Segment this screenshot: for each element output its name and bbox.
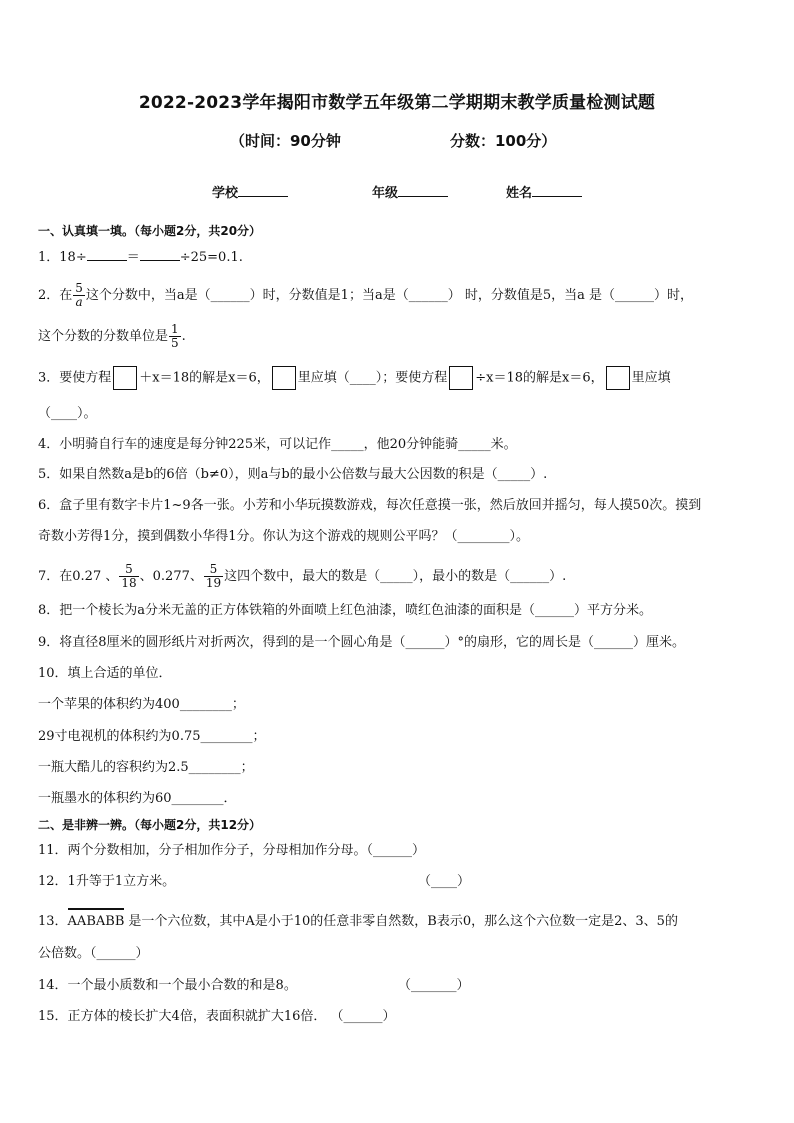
q7-fraction-1 xyxy=(119,563,138,590)
q2-frac2-num: 1 xyxy=(171,322,179,336)
school-blank[interactable] xyxy=(238,196,288,197)
q12-answer: （____） xyxy=(418,874,471,889)
q10-item-3: 一瓶大酷儿的容积约为2.5________； xyxy=(38,760,254,775)
question-3-cont: （____）。 xyxy=(38,406,97,421)
q3-text-d: ÷x＝18的解是x＝6， xyxy=(475,370,604,386)
q2-text-a: 2．在 xyxy=(38,288,73,303)
question-3 xyxy=(38,366,671,390)
question-6: 6．盒子里有数字卡片1~9各一张。小芳和小华玩摸数游戏，每次任意摸一张，然后放回并摇匀，每人摸50次。摸到 xyxy=(38,498,702,513)
q2-fraction xyxy=(73,282,85,309)
q7-frac1-den: 18 xyxy=(121,576,137,590)
question-13-cont: 公倍数。（______） xyxy=(38,946,149,961)
q3-text-e: 里应填 xyxy=(631,370,671,386)
name-field xyxy=(506,182,582,201)
q13-number: AABABB xyxy=(68,908,125,932)
q14-text: 14．一个最小质数和一个最小合数的和是8。 xyxy=(38,978,297,993)
q2-frac-num: 5 xyxy=(75,281,83,295)
q1-blank-1[interactable] xyxy=(87,260,127,261)
school-label: 学校 xyxy=(212,186,239,201)
q3-box-3[interactable] xyxy=(449,366,473,390)
page-title: 2022-2023学年揭阳市数学五年级第二学期期末教学质量检测试题 xyxy=(138,93,656,113)
question-8: 8．把一个棱长为a分米无盖的正方体铁箱的外面喷上红色油漆，喷红色油漆的面积是（______）平方分米。 xyxy=(38,603,653,618)
question-5: 5．如果自然数a是b的6倍（b≠0），则a与b的最小公倍数与最大公因数的积是（_____）. xyxy=(38,467,548,482)
q12-text: 12．1升等于1立方米。 xyxy=(38,874,176,889)
q13-text-a: 13． xyxy=(38,914,68,929)
question-9: 9．将直径8厘米的圆形纸片对折两次，得到的是一个圆心角是（______）°的扇形，它的周长是（______）厘米。 xyxy=(38,635,686,650)
question-15: 15．正方体的棱长扩大4倍，表面积就扩大16倍． （______） xyxy=(38,1009,396,1024)
q7-text-c: 这四个数中，最大的数是（_____），最小的数是（______）. xyxy=(224,569,567,584)
question-4: 4．小明骑自行车的速度是每分钟225米，可以记作_____，他20分钟能骑_____米。 xyxy=(38,437,517,452)
question-12 xyxy=(38,872,175,892)
q1-text-a: 1．18÷ xyxy=(38,250,87,265)
name-blank[interactable] xyxy=(532,196,582,197)
q10-item-2: 29寸电视机的体积约为0.75________； xyxy=(38,729,266,744)
question-1 xyxy=(38,248,243,268)
q7-frac2-den: 19 xyxy=(205,576,222,590)
question-6-cont: 奇数小芳得1分，摸到偶数小华得1分。你认为这个游戏的规则公平吗？（________）。 xyxy=(38,529,530,544)
q1-text-c: ÷25=0.1. xyxy=(179,250,243,265)
score-label: 分数：100分） xyxy=(450,132,557,150)
q7-fraction-2 xyxy=(204,563,223,590)
question-13 xyxy=(38,908,678,932)
q2-text-c: 这个分数的分数单位是 xyxy=(38,329,169,344)
q3-text-a: 3．要使方程 xyxy=(38,370,112,386)
q2-text-d: . xyxy=(181,329,186,344)
q2-text-b: 这个分数中，当a是（______）时，分数值是1；当a是（______） 时，分数值是5，当a 是（______）时， xyxy=(85,288,693,303)
section-2-heading: 二、是非辨一辨。（每小题2分，共12分） xyxy=(38,818,262,832)
question-2 xyxy=(38,282,693,309)
q7-text-b: 、0.277、 xyxy=(139,569,203,584)
question-7 xyxy=(38,563,566,590)
q3-text-b: ＋x＝18的解是x＝6， xyxy=(139,370,270,386)
section-1-heading: 一、认真填一填。（每小题2分，共20分） xyxy=(38,224,262,238)
q7-text-a: 7．在0.27 、 xyxy=(38,569,119,584)
grade-label: 年级 xyxy=(372,186,399,201)
q3-text-c: 里应填（____）；要使方程 xyxy=(297,370,448,386)
q1-text-b: ＝ xyxy=(126,250,140,265)
q14-answer: （_______） xyxy=(398,978,470,993)
question-10: 10．填上合适的单位． xyxy=(38,666,172,681)
question-11: 11．两个分数相加，分子相加作分子，分母相加作分母。（______） xyxy=(38,843,426,858)
grade-blank[interactable] xyxy=(398,196,448,197)
q3-box-4[interactable] xyxy=(606,366,630,390)
q13-text-b: 是一个六位数，其中A是小于10的任意非零自然数，B表示0，那么这个六位数一定是2、3、5的 xyxy=(128,914,678,929)
grade-field xyxy=(372,182,448,201)
q3-box-1[interactable] xyxy=(113,366,137,390)
q7-frac1-num: 5 xyxy=(119,563,138,577)
question-14 xyxy=(38,976,297,996)
q2-fraction-2 xyxy=(169,323,181,350)
q1-blank-2[interactable] xyxy=(140,260,180,261)
q10-item-1: 一个苹果的体积约为400________； xyxy=(38,697,245,712)
question-2-cont xyxy=(38,323,186,350)
q2-frac2-den: 5 xyxy=(171,336,179,350)
q10-item-4: 一瓶墨水的体积约为60________． xyxy=(38,791,237,806)
name-label: 姓名 xyxy=(506,186,533,201)
q7-frac2-num: 5 xyxy=(204,563,223,577)
q2-frac-den: a xyxy=(75,295,83,309)
time-label: （时间：90分钟 xyxy=(230,132,341,150)
q3-box-2[interactable] xyxy=(272,366,296,390)
school-field xyxy=(212,182,288,201)
